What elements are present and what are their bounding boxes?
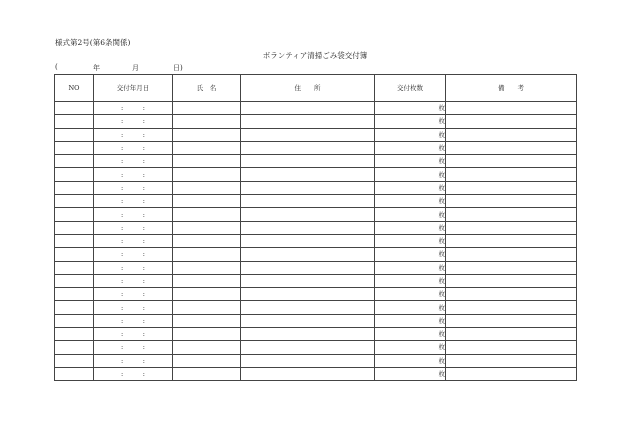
address-cell [241,248,375,261]
table-row [55,195,577,208]
date-cell: : : [94,328,173,341]
name-cell [173,354,241,367]
name-cell [173,314,241,327]
date-cell: : : [94,115,173,128]
quantity-cell: 枚 [375,341,446,354]
address-cell [241,181,375,194]
remarks-cell [446,115,577,128]
remarks-cell [446,354,577,367]
table-row [55,155,577,168]
remarks-cell [446,128,577,141]
quantity-cell: 枚 [375,208,446,221]
period-month: 月 [132,64,139,72]
quantity-cell: 枚 [375,128,446,141]
column-header-quantity: 交付枚数 [375,75,446,102]
address-cell [241,288,375,301]
name-cell [173,208,241,221]
name-cell [173,234,241,247]
document-title: ボランティア清掃ごみ袋交付簿 [262,51,368,60]
no-cell [55,221,94,234]
table-row [55,314,577,327]
address-cell [241,195,375,208]
date-cell: : : [94,221,173,234]
table-row [55,234,577,247]
quantity-cell: 枚 [375,102,446,115]
table-row [55,354,577,367]
table-row [55,181,577,194]
no-cell [55,301,94,314]
quantity-cell: 枚 [375,328,446,341]
name-cell [173,288,241,301]
no-cell [55,288,94,301]
name-cell [173,301,241,314]
quantity-cell: 枚 [375,248,446,261]
name-cell [173,181,241,194]
table-row [55,301,577,314]
period-day: 日) [173,64,183,72]
remarks-cell [446,234,577,247]
no-cell [55,261,94,274]
quantity-cell: 枚 [375,274,446,287]
date-cell: : : [94,168,173,181]
name-cell [173,128,241,141]
no-cell [55,128,94,141]
address-cell [241,354,375,367]
period-open: ( [55,63,58,71]
table-row [55,274,577,287]
table-row [55,221,577,234]
table-row [55,208,577,221]
date-cell: : : [94,141,173,154]
name-cell [173,261,241,274]
date-cell: : : [94,354,173,367]
no-cell [55,168,94,181]
quantity-cell: 枚 [375,115,446,128]
column-header-issue-date: 交付年月日 [94,75,173,102]
header-row [55,75,577,102]
no-cell [55,102,94,115]
table-row [55,261,577,274]
date-cell: : : [94,208,173,221]
date-cell: : : [94,261,173,274]
column-header-name: 氏 名 [173,75,241,102]
column-header-remarks: 備 考 [446,75,577,102]
period-year: 年 [93,64,100,72]
name-cell [173,168,241,181]
remarks-cell [446,288,577,301]
name-cell [173,155,241,168]
address-cell [241,274,375,287]
name-cell [173,115,241,128]
remarks-cell [446,181,577,194]
quantity-cell: 枚 [375,367,446,380]
date-cell: : : [94,234,173,247]
remarks-cell [446,102,577,115]
remarks-cell [446,367,577,380]
no-cell [55,141,94,154]
remarks-cell [446,168,577,181]
remarks-cell [446,274,577,287]
table-row [55,141,577,154]
remarks-cell [446,208,577,221]
column-header-no: NO [55,75,94,102]
table-row [55,102,577,115]
quantity-cell: 枚 [375,195,446,208]
no-cell [55,248,94,261]
no-cell [55,195,94,208]
date-cell: : : [94,102,173,115]
name-cell [173,195,241,208]
date-cell: : : [94,301,173,314]
quantity-cell: 枚 [375,141,446,154]
remarks-cell [446,248,577,261]
no-cell [55,115,94,128]
remarks-cell [446,141,577,154]
table-row [55,168,577,181]
ledger-body [55,102,577,381]
no-cell [55,234,94,247]
quantity-cell: 枚 [375,301,446,314]
quantity-cell: 枚 [375,261,446,274]
date-cell: : : [94,288,173,301]
table-row [55,328,577,341]
address-cell [241,341,375,354]
address-cell [241,168,375,181]
issuance-ledger-table [54,74,577,381]
name-cell [173,328,241,341]
table-row [55,367,577,380]
remarks-cell [446,314,577,327]
name-cell [173,367,241,380]
address-cell [241,301,375,314]
date-cell: : : [94,155,173,168]
date-cell: : : [94,248,173,261]
table-row [55,248,577,261]
no-cell [55,354,94,367]
remarks-cell [446,341,577,354]
form-number: 様式第2号(第6条関係) [55,38,131,47]
quantity-cell: 枚 [375,234,446,247]
no-cell [55,274,94,287]
table-row [55,115,577,128]
no-cell [55,341,94,354]
address-cell [241,155,375,168]
quantity-cell: 枚 [375,221,446,234]
remarks-cell [446,195,577,208]
name-cell [173,102,241,115]
table-row [55,288,577,301]
quantity-cell: 枚 [375,181,446,194]
remarks-cell [446,261,577,274]
address-cell [241,128,375,141]
remarks-cell [446,155,577,168]
date-cell: : : [94,274,173,287]
remarks-cell [446,301,577,314]
no-cell [55,367,94,380]
address-cell [241,102,375,115]
quantity-cell: 枚 [375,288,446,301]
address-cell [241,367,375,380]
no-cell [55,155,94,168]
no-cell [55,314,94,327]
date-cell: : : [94,195,173,208]
date-cell: : : [94,181,173,194]
table-row [55,341,577,354]
date-cell: : : [94,128,173,141]
quantity-cell: 枚 [375,354,446,367]
table-row [55,128,577,141]
address-cell [241,328,375,341]
name-cell [173,141,241,154]
date-cell: : : [94,341,173,354]
address-cell [241,208,375,221]
remarks-cell [446,221,577,234]
no-cell [55,328,94,341]
address-cell [241,221,375,234]
address-cell [241,115,375,128]
address-cell [241,234,375,247]
address-cell [241,141,375,154]
address-cell [241,261,375,274]
date-cell: : : [94,367,173,380]
no-cell [55,181,94,194]
column-header-address: 住 所 [241,75,375,102]
name-cell [173,221,241,234]
address-cell [241,314,375,327]
name-cell [173,341,241,354]
quantity-cell: 枚 [375,168,446,181]
quantity-cell: 枚 [375,314,446,327]
name-cell [173,274,241,287]
no-cell [55,208,94,221]
name-cell [173,248,241,261]
date-cell: : : [94,314,173,327]
remarks-cell [446,328,577,341]
quantity-cell: 枚 [375,155,446,168]
